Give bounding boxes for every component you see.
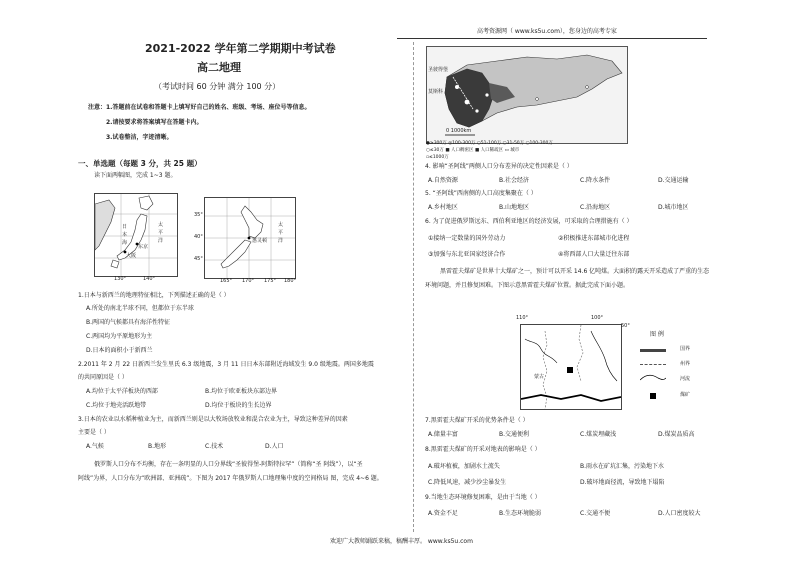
q8-option-a: A.破坏植被，加剧水土流失 (428, 463, 500, 470)
legend-river: 河流 (680, 376, 691, 382)
russia-legend-2: ○≤30万 ■ 人口稠密区 ■ 人口稀疏区 ▭ 城市 (426, 148, 520, 153)
nz-label-tai: 太 (278, 222, 284, 228)
q4-option-d: D.交通运输 (658, 177, 689, 184)
site-header: 高考资源网（ www.ks5u.com），您身边的高考专家 (477, 28, 617, 35)
exam-subject: 高二地理 (197, 61, 241, 74)
q1-option-d: D.日本的面积小于新西兰 (86, 347, 153, 354)
nz-lon-180: 180° (284, 278, 297, 284)
japan-label-tokyo: 东京 (138, 244, 149, 250)
q2-option-d: D.均位于板块的生长边界 (205, 402, 272, 409)
q6-option-3: ③加强与东北亚国家经济合作 (428, 251, 506, 258)
legend-state-border: 州界 (680, 361, 691, 367)
japan-label-yang: 洋 (158, 238, 164, 244)
japan-lon-140: 140° (143, 276, 156, 282)
nz-lat-40: 40° (194, 234, 203, 240)
japan-label-osaka: 大阪 (126, 253, 137, 259)
q4-option-a: A.自然资源 (428, 177, 458, 184)
note-line-2: 2.请按要求将答案填写在答题卡内。 (106, 119, 203, 126)
nz-lon-170: 170° (242, 278, 255, 284)
q9-option-b: B.生态环境脆弱 (499, 510, 542, 517)
note-line-1: 注意：1.答题前在试卷和答题卡上填写好自己的姓名、班级、考场、座位号等信息。 (88, 104, 311, 111)
q7-option-b: B.交通便利 (499, 431, 530, 438)
japan-map (94, 193, 178, 277)
q8-option-c: C.降低风速，减少沙尘暴发生 (428, 479, 507, 486)
passage-coal-2: 环境问题，并且修复困难。下图示意黑雷霍夫煤矿位置。据此完成下面小题。 (425, 282, 630, 289)
column-divider (413, 42, 414, 532)
q6-stem: 6. 为了促进俄罗斯远东、西伯利亚地区的经济发展，可采取的合理措施有（ ） (425, 218, 633, 225)
q1-option-b: B.两国的气候都具有海洋性特征 (86, 319, 171, 326)
q7-stem: 7.黑雷霍夫煤矿开采的优势条件是（ ） (425, 417, 529, 424)
japan-label-ping: 平 (158, 230, 164, 236)
q4-option-c: C.降水条件 (580, 177, 611, 184)
q2-stem-cont: 的共同原因是（ ） (78, 374, 128, 381)
passage-coal-1: 黑雷霍夫煤矿是世界十大煤矿之一，预计可以开采 14.6 亿吨煤。大面积的露天开采造成了严重的生态 (440, 268, 710, 275)
page-footer: 欢迎广大教师踊跃来稿，稿酬丰厚。 www.ks5u.com (330, 538, 473, 545)
q2-stem: 2.2011 年 2 月 22 日新西兰发生里氏 6.3 级地震，3 月 11 日日本东部附近海域发生 9.0 级地震。两国多地震 (78, 361, 374, 368)
passage-russia-2: 阿线”为界，人口分布为“欧洲部、亚洲疏”。下图为 2017 年俄罗斯人口地理集中度的空间格局 图，完成 4~6 题。 (78, 475, 383, 482)
japan-label-hai: 海 (122, 240, 128, 246)
japan-label-ben: 本 (122, 232, 128, 238)
q2-option-a: A.均位于太平洋板块的西部 (86, 388, 158, 395)
q5-option-c: C.沿海地区 (580, 204, 611, 211)
q5-option-a: A.乡村地区 (428, 204, 458, 211)
passage-russia-1: 俄罗斯人口分布不均衡，存在一条明显的人口分界线“圣彼得堡-阿斯特拉罕”（简称“圣 阿线”），以“圣 (94, 461, 363, 468)
legend-coal-mine-symbol (650, 393, 656, 399)
japan-label-ri: 日 (122, 224, 128, 230)
japan-lon-130: 130° (114, 276, 127, 282)
q2-option-b: B.均位于欧亚板块东部边界 (205, 388, 278, 395)
q2-option-c: C.均位于地壳活跃地带 (86, 402, 147, 409)
q7-option-d: D.煤炭品质高 (658, 431, 695, 438)
japan-label-tai: 太 (158, 222, 164, 228)
exam-title: 2021-2022 学年第二学期期中考试卷 (145, 42, 336, 55)
q8-option-b: B.雨水在矿坑汇集，污染地下水 (580, 463, 665, 470)
q9-stem: 9.当地生态环境修复困难，是由于当地（ ） (425, 494, 541, 501)
nz-label-yang: 洋 (278, 238, 284, 244)
q6-option-2: ②积极推进东部城市化进程 (558, 235, 630, 242)
q9-option-d: D.人口密度较大 (658, 510, 701, 517)
q3-option-d: D.人口 (265, 443, 284, 450)
q5-option-d: D.城市地区 (658, 204, 689, 211)
q6-option-4: ④将西部人口大量迁往东部 (558, 251, 630, 258)
q3-stem: 3.日本的农业以水稻种植业为主，而新西兰则是以大牧场放牧业和混合农业为主，导致这种差异的因素 (78, 416, 348, 423)
q9-option-c: C.交通不便 (580, 510, 611, 517)
q3-option-b: B.地形 (148, 443, 167, 450)
q7-option-c: C.煤炭埋藏浅 (580, 431, 617, 438)
nz-label-ping: 平 (278, 230, 284, 236)
coal-lat-50: 50° (621, 323, 630, 329)
q8-stem: 8.黑雷霍夫煤矿的开采对地表的影响是（ ） (425, 446, 541, 453)
q4-option-b: B.社会经济 (499, 177, 530, 184)
coal-lon-100: 100° (591, 315, 604, 321)
legend-state-border-symbol (640, 364, 666, 365)
nz-lat-35: 35° (194, 212, 203, 218)
q4-stem: 4. 影响“圣阿线”两侧人口分布差异的决定性因素是（ ） (425, 163, 573, 170)
q1-option-a: A.所处的南北半球不同，但都位于东半球 (86, 305, 194, 312)
q5-stem: 5. “圣阿线”西南侧的人口高度集聚在（ ） (425, 190, 537, 197)
nz-label-wellington: 惠灵顿 (252, 238, 268, 244)
russia-legend-1: ●≥300万 ◎100-300万 ○51-100万 ○31-50万 ○100-300万 (426, 141, 553, 146)
section-title: 一、单选题（每题 3 分，共 25 题） (78, 159, 202, 168)
q5-option-b: B.山地地区 (499, 204, 530, 211)
q3-option-c: C.技术 (205, 443, 224, 450)
q6-option-1: ①接纳一定数量的国外劳动力 (428, 235, 506, 242)
coal-lon-110: 110° (516, 315, 529, 321)
q8-option-d: D.破坏地面径流，导致地下塌陷 (580, 479, 665, 486)
note-line-3: 3.试卷整洁，字迹清晰。 (106, 134, 173, 141)
intro-text: 读下面两幅图，完成 1~3 题。 (94, 172, 177, 179)
coal-legend-title: 图 例 (650, 331, 664, 338)
q3-stem-cont: 主要是（ ） (78, 429, 110, 436)
legend-coal-mine: 煤矿 (680, 392, 691, 398)
legend-national-border: 国界 (680, 346, 691, 352)
russia-label-moscow: 莫斯科 (428, 89, 444, 95)
nz-lat-45: 45° (194, 256, 203, 262)
russia-legend-3: ▫≤1000万 (426, 155, 449, 160)
q7-option-a: A.储量丰富 (428, 431, 458, 438)
nz-lon-165: 165° (220, 278, 233, 284)
coal-label-mongolia: 蒙古 (534, 374, 545, 380)
russia-label-stpetersburg: 圣彼得堡 (428, 67, 449, 73)
q3-option-a: A.气候 (86, 443, 104, 450)
q1-option-c: C.两国均为平原地形为主 (86, 333, 153, 340)
exam-time-info: （考试时间 60 分钟 满分 100 分） (154, 82, 281, 91)
russia-scale: 0 1000km (446, 128, 472, 134)
coal-mine-map (520, 324, 622, 410)
header-rule (397, 38, 707, 39)
q1-stem: 1.日本与新西兰的地理特征相比，下列描述正确的是（ ） (78, 292, 230, 299)
legend-national-border-symbol (640, 349, 666, 352)
nz-lon-175: 175° (264, 278, 277, 284)
legend-river-symbol (640, 374, 666, 382)
q9-option-a: A.资金不足 (428, 510, 458, 517)
